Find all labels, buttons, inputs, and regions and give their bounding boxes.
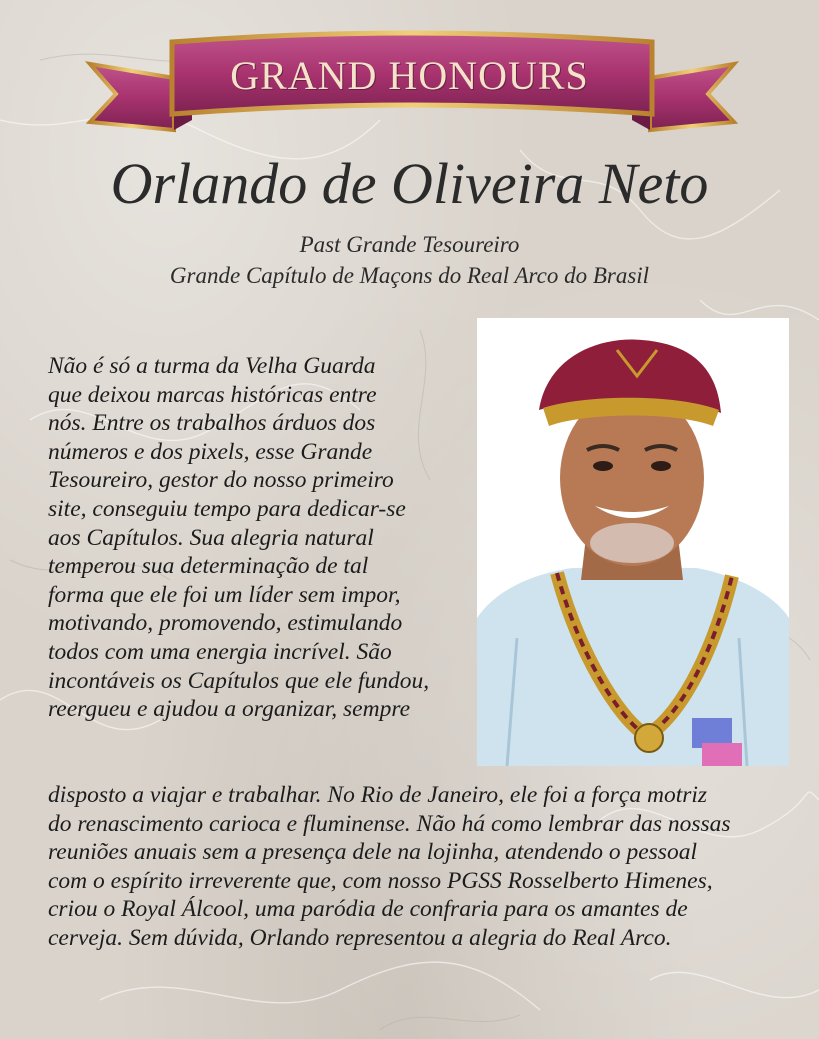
biography-line: cerveja. Sem dúvida, Orlando representou a alegria do Real Arco. xyxy=(48,924,672,951)
biography-line: do renascimento carioca e fluminense. Não há como lembrar das nossas xyxy=(48,810,731,837)
biography-line: reergueu e ajudou a organizar, sempre xyxy=(48,696,411,723)
biography-line: números e dos pixels, esse Grande xyxy=(48,438,373,465)
banner-title: GRAND HONOURS xyxy=(230,53,589,98)
biography-line: nós. Entre os trabalhos árduos dos xyxy=(48,410,376,437)
portrait-illustration xyxy=(477,318,789,766)
biography-line: criou o Royal Álcool, uma paródia de confraria para os amantes de xyxy=(48,896,688,923)
portrait-photo xyxy=(477,318,789,766)
biography-line: incontáveis os Capítulos que ele fundou, xyxy=(48,667,430,694)
biography-line: temperou sua determinação de tal xyxy=(48,553,369,580)
biography-full-width-text xyxy=(48,781,808,953)
biography-line: Tesoureiro, gestor do nosso primeiro xyxy=(48,467,394,494)
biography-line: aos Capítulos. Sua alegria natural xyxy=(48,524,374,551)
biography-line: site, conseguiu tempo para dedicar-se xyxy=(48,495,406,522)
biography-line: motivando, promovendo, estimulando xyxy=(48,610,403,637)
biography-column-text xyxy=(48,352,473,724)
honoree-title-line1: Past Grande Tesoureiro xyxy=(299,232,520,257)
honoree-title-line2: Grande Capítulo de Maçons do Real Arco do Brasil xyxy=(169,263,650,288)
biography-line: Não é só a turma da Velha Guarda xyxy=(48,353,376,379)
biography-line: reuniões anuais sem a presença dele na lojinha, atendendo o pessoal xyxy=(48,839,697,866)
biography-line: todos com uma energia incrível. São xyxy=(48,638,392,665)
biography-line: que deixou marcas históricas entre xyxy=(48,381,377,408)
biography-line: com o espírito irreverente que, com nosso PGSS Rosselberto Himenes, xyxy=(48,867,713,894)
biography-line: disposto a viajar e trabalhar. No Rio de Janeiro, ele foi a força motriz xyxy=(48,782,708,808)
biography-line: forma que ele foi um líder sem impor, xyxy=(48,581,401,608)
honoree-name: Orlando de Oliveira Neto xyxy=(110,151,709,216)
